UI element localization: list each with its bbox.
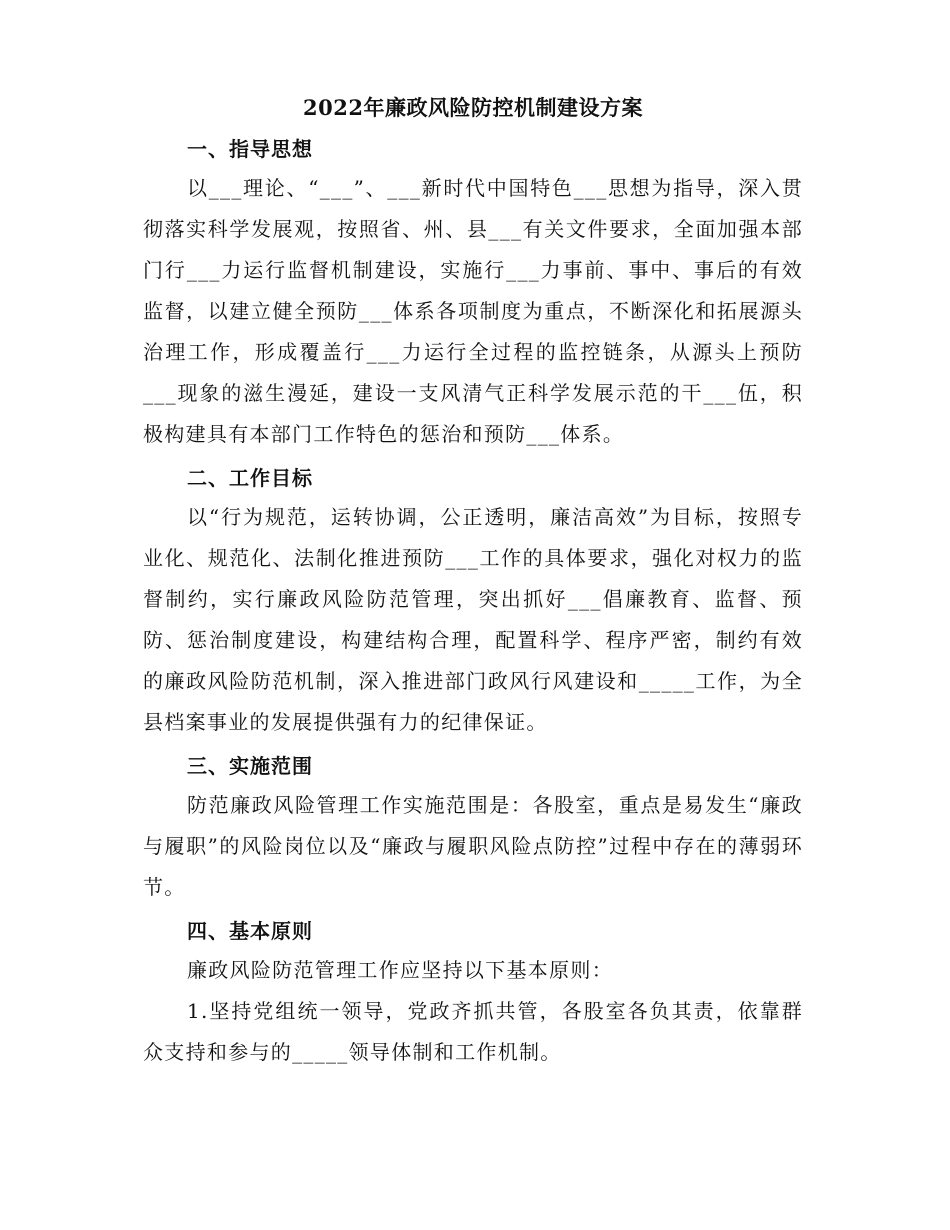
section-basic-principles [143,912,803,1073]
section-guiding-ideology [143,130,803,455]
section-paragraph: 以___理论、“___”、___新时代中国特色___思想为指导，深入贯彻落实科学发展观，按照省、州、县___有关文件要求，全面加强本部门行___力运行监督机制建设，实施行___力事前、事中、事后的有效监督，以建立健全预防___体系各项制度为重点，不断深化和拓展源头治理工作，形成覆盖行___力运行全过程的监控链条，从源头上预防___现象的滋生漫延，建设一支风清气正科学发展示范的干___伍，积极构建具有本部门工作特色的惩治和预防___体系。 [143,176,803,446]
section-heading: 三、实施范围 [187,754,313,778]
section-paragraph: 以“行为规范，运转协调，公正透明，廉洁高效”为目标，按照专业化、规范化、法制化推进预防___工作的具体要求，强化对权力的监督制约，实行廉政风险防范管理，突出抓好___倡廉教育、监督、预防、惩治制度建设，构建结构合理，配置科学、程序严密，制约有效的廉政风险防范机制，深入推进部门政风行风建设和_____工作，为全县档案事业的发展提供强有力的纪律保证。 [143,505,803,734]
document-body [143,90,803,1077]
section-paragraph: 防范廉政风险管理工作实施范围是：各股室，重点是易发生“廉政与履职”的风险岗位以及“廉政与履职风险点防控”过程中存在的薄弱环节。 [143,793,803,899]
section-scope [143,747,803,908]
section-heading: 一、指导思想 [187,137,313,161]
section-heading: 四、基本原则 [187,919,313,943]
section-heading: 二、工作目标 [187,466,313,490]
document-title: 2022年廉政风险防控机制建设方案 [303,95,643,120]
section-paragraph: 1.坚持党组统一领导，党政齐抓共管，各股室各负其责，依靠群众支持和参与的_____领导体制和工作机制。 [143,999,803,1064]
section-work-goals [143,459,803,743]
section-paragraph: 廉政风险防范管理工作应坚持以下基本原则： [187,958,613,982]
